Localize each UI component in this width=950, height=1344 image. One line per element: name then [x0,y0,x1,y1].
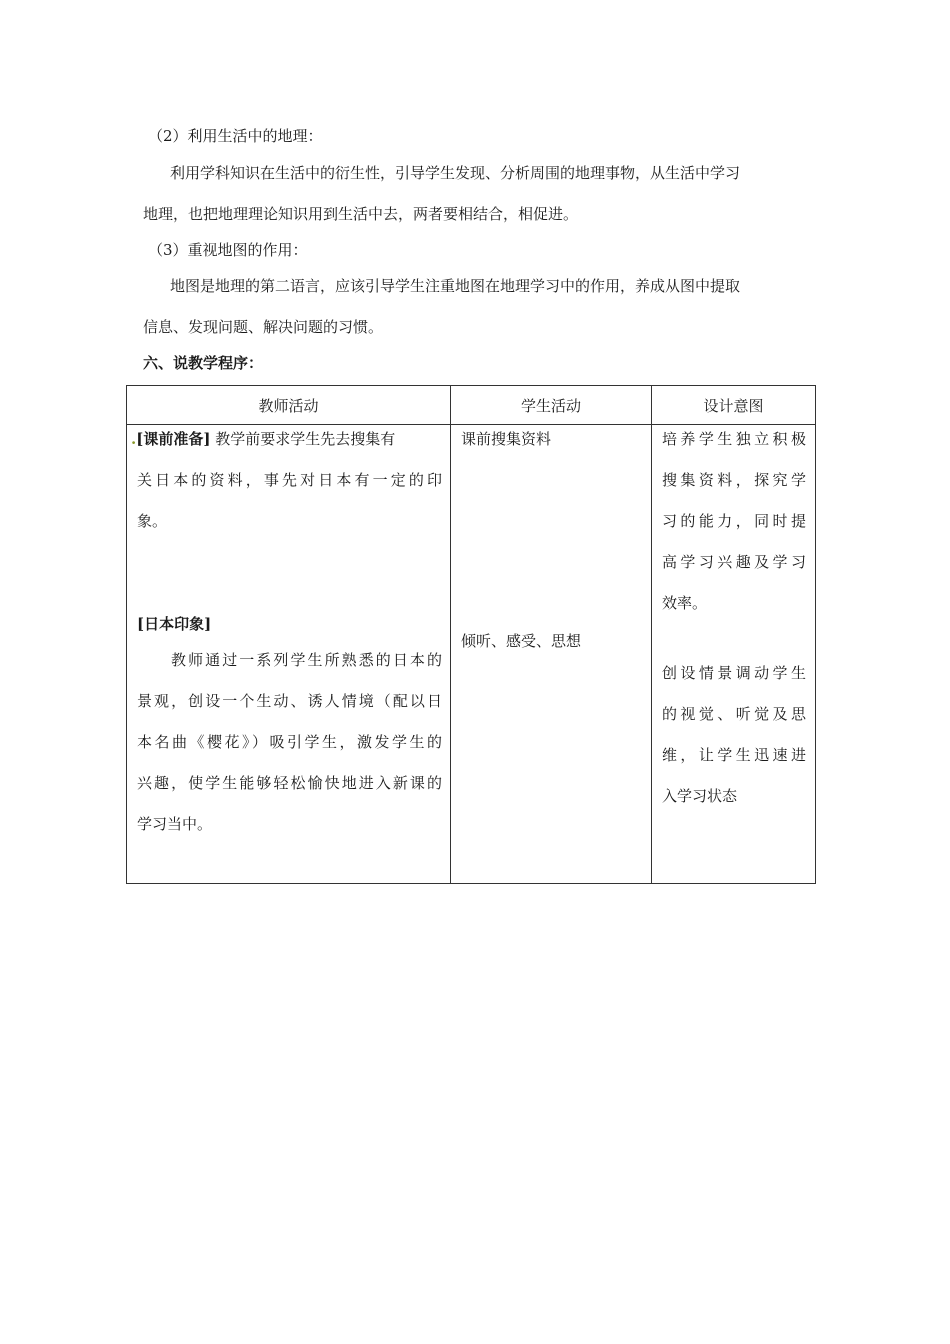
section3-heading: （3）重视地图的作用： [148,241,308,259]
impression-line2: 景观，创设一个生动、诱人情境（配以日 [137,692,442,710]
list-marker: . [131,430,137,448]
table-header-row [127,386,816,425]
header-teacher-activity: 教师活动 [127,386,451,425]
impression-line5: 学习当中。 [137,815,213,833]
intent-b-line4: 入学习状态 [662,787,738,805]
intent-b-line2: 的视觉、听觉及思 [662,705,806,723]
section2-para-line2: 地理，也把地理理论知识用到生活中去，两者要相结合，相促进。 [143,205,579,223]
impression-line1: 教师通过一系列学生所熟悉的日本的 [171,651,442,669]
teacher-activity-cell [127,425,451,884]
intent-a-line4: 高学习兴趣及学习 [662,553,806,571]
student-item-collect: 课前搜集资料 [461,430,552,448]
table-row [127,425,816,884]
impression-line4: 兴趣，使学生能够轻松愉快地进入新课的 [137,774,442,792]
prep-line1 [131,429,395,449]
impression-label: [日本印象] [137,615,212,633]
prep-label: [课前准备] [136,430,211,448]
intent-b-line3: 维，让学生迅速进 [662,746,806,764]
intent-a-line3: 习的能力，同时提 [662,512,806,530]
intent-a-line1: 培养学生独立积极 [662,430,806,448]
student-activity-cell [451,425,652,884]
section-title: 六、说教学程序： [143,354,264,372]
design-intent-cell [652,425,816,884]
prep-text-line1: 教学前要求学生先去搜集有 [210,430,396,448]
section2-para-line1: 利用学科知识在生活中的衍生性，引导学生发现、分析周围的地理事物，从生活中学习 [170,164,741,182]
student-item-listen: 倾听、感受、思想 [461,632,582,650]
section3-para-line2: 信息、发现问题、解决问题的习惯。 [143,318,384,336]
header-student-activity: 学生活动 [451,386,652,425]
section2-heading: （2）利用生活中的地理： [148,127,323,145]
header-design-intent: 设计意图 [652,386,816,425]
intent-b-line1: 创设情景调动学生 [662,664,806,682]
impression-line3: 本名曲《樱花》）吸引学生，激发学生的 [137,733,442,751]
prep-text-line3: 象。 [137,512,168,530]
intent-a-line2: 搜集资料，探究学 [662,471,806,489]
intent-a-line5: 效率。 [662,594,708,612]
section3-para-line1: 地图是地理的第二语言，应该引导学生注重地图在地理学习中的作用，养成从图中提取 [170,277,741,295]
prep-text-line2: 关日本的资料，事先对日本有一定的印 [137,471,442,489]
teaching-program-table [126,385,816,884]
